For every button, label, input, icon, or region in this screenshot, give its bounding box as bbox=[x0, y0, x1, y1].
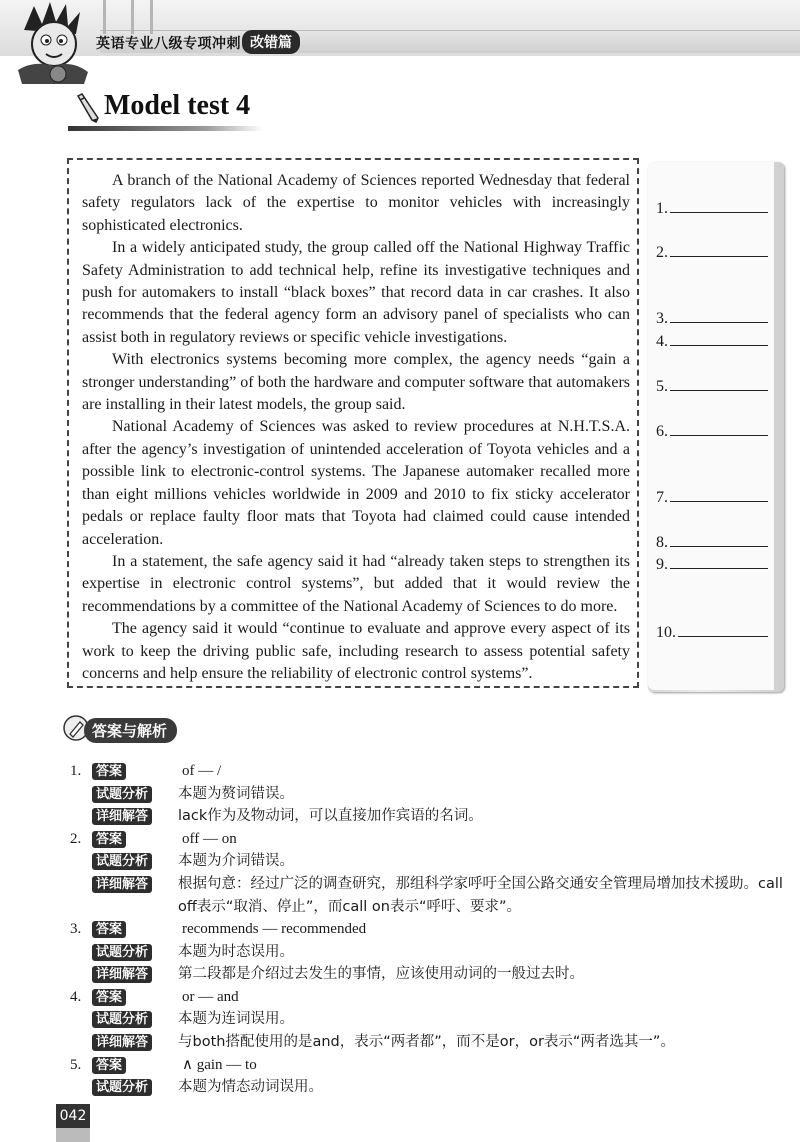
answer-row bbox=[70, 918, 785, 941]
passage bbox=[82, 170, 630, 685]
explanation-text: 与both搭配使用的是and，表示“两者都”，而不是or，or表示“两者选其一”。 bbox=[178, 1033, 675, 1050]
answer-row bbox=[70, 1054, 785, 1077]
explanation-text: lack作为及物动词，可以直接加作宾语的名词。 bbox=[178, 808, 483, 825]
analysis-text: 本题为连词误用。 bbox=[178, 1011, 294, 1028]
blank-line bbox=[670, 329, 768, 346]
answer-row bbox=[70, 986, 785, 1009]
section-badge: 改错篇 bbox=[242, 30, 300, 54]
blank-number: 4. bbox=[656, 333, 668, 350]
test-title: Model test 4 bbox=[104, 90, 251, 121]
blank-number: 10. bbox=[656, 624, 676, 641]
blank-6[interactable] bbox=[656, 419, 768, 441]
header-divider bbox=[103, 0, 106, 34]
answer-value: ∧ gain — to bbox=[182, 1056, 257, 1073]
analysis-text: 本题为情态动词误用。 bbox=[178, 1079, 323, 1096]
answer-row bbox=[70, 760, 785, 783]
blank-line bbox=[670, 552, 768, 569]
explanation-row bbox=[70, 963, 785, 986]
blank-number: 1. bbox=[656, 200, 668, 217]
blank-8[interactable] bbox=[656, 530, 768, 552]
analysis-row bbox=[70, 850, 785, 873]
answers-header bbox=[62, 714, 262, 744]
passage-paragraph: With electronics systems becoming more complex, the agency needs “gain a stronger understanding” of both the hardware and computer software that automakers are installing in their latest models, the group said. bbox=[82, 351, 630, 414]
passage-paragraph: The agency said it would “continue to evaluate and approve every aspect of its work to keep the driving public safe, including research to assess potential safety concerns and help ensure the reliability of electronic control systems”. bbox=[82, 620, 630, 682]
blank-number: 8. bbox=[656, 534, 668, 551]
blank-number: 3. bbox=[656, 310, 668, 327]
header-divider bbox=[150, 0, 153, 34]
answers-list bbox=[70, 760, 785, 1099]
answer-value: off — on bbox=[182, 830, 237, 847]
answer-tag: 答案 bbox=[92, 921, 126, 938]
test-heading bbox=[74, 90, 274, 130]
page-number-bar bbox=[56, 1128, 90, 1142]
analysis-row bbox=[70, 1076, 785, 1099]
blank-line bbox=[670, 196, 768, 213]
passage-paragraph: A branch of the National Academy of Sciences reported Wednesday that federal safety regulators lack of the expertise to monitor vehicles with increasingly sophisticated electronics. bbox=[82, 172, 630, 234]
page-number: 042 bbox=[56, 1104, 90, 1128]
answer-tag: 答案 bbox=[92, 989, 126, 1006]
explanation-tag: 详细解答 bbox=[92, 1034, 152, 1051]
blank-1[interactable] bbox=[656, 196, 768, 218]
analysis-text: 本题为介词错误。 bbox=[178, 853, 294, 870]
explanation-text: 根据句意：经过广泛的调查研究，那组科学家呼吁全国公路交通安全管理局增加技术援助。call off表示“取消、停止”，而call on表示“呼吁、要求”。 bbox=[178, 875, 783, 915]
passage-paragraph: In a widely anticipated study, the group called off the National Highway Traffic Safety Administration to add technical help, refine its investigative techniques and push for automakers to install “black boxes” that record data in car crashes. It also recommends that the federal agency form an advisory panel of specialists who can assist both in regulatory reviews or specific vehicle investigations. bbox=[82, 239, 630, 346]
blank-number: 6. bbox=[656, 423, 668, 440]
analysis-tag: 试题分析 bbox=[92, 786, 152, 803]
mascot-icon bbox=[14, 0, 94, 88]
book-title: 英语专业八级专项冲刺 bbox=[96, 36, 241, 52]
title-underline bbox=[68, 126, 263, 131]
explanation-tag: 详细解答 bbox=[92, 876, 152, 893]
answer-tag: 答案 bbox=[92, 763, 126, 780]
answer-row bbox=[70, 828, 785, 851]
header-divider bbox=[131, 0, 134, 34]
blank-line bbox=[670, 240, 768, 257]
answer-number: 5. bbox=[70, 1056, 82, 1073]
explanation-row bbox=[70, 873, 785, 918]
pencil-icon bbox=[74, 92, 102, 124]
answer-value: recommends — recommended bbox=[182, 920, 367, 937]
analysis-text: 本题为赘词错误。 bbox=[178, 785, 294, 802]
blank-4[interactable] bbox=[656, 329, 768, 351]
answer-tag: 答案 bbox=[92, 831, 126, 848]
passage-paragraph: National Academy of Sciences was asked to review procedures at N.H.T.S.A. after the agency’s investigation of unintended acceleration of Toyota vehicles and a possible link to electronic-control systems. The Japanese automaker recalled more than eight millions vehicles worldwide in 2009 and 2010 to fix sticky accelerator pedals or replace faulty floor mats that Toyota had claimed could cause intended acceleration. bbox=[82, 418, 630, 548]
explanation-row bbox=[70, 805, 785, 828]
analysis-text: 本题为时态误用。 bbox=[178, 943, 294, 960]
blank-number: 2. bbox=[656, 244, 668, 261]
blank-line bbox=[670, 374, 768, 391]
blank-line bbox=[670, 419, 768, 436]
answer-tag: 答案 bbox=[92, 1057, 126, 1074]
blank-5[interactable] bbox=[656, 374, 768, 396]
blank-number: 5. bbox=[656, 378, 668, 395]
analysis-row bbox=[70, 783, 785, 806]
analysis-tag: 试题分析 bbox=[92, 853, 152, 870]
answer-value: or — and bbox=[182, 988, 239, 1005]
answer-number: 3. bbox=[70, 920, 82, 937]
answer-number: 1. bbox=[70, 763, 82, 779]
explanation-tag: 详细解答 bbox=[92, 808, 152, 825]
blank-3[interactable] bbox=[656, 306, 768, 328]
answer-number: 2. bbox=[70, 830, 82, 847]
analysis-row bbox=[70, 941, 785, 964]
blank-line bbox=[670, 306, 768, 323]
blank-2[interactable] bbox=[656, 240, 768, 262]
explanation-text: 第二段都是介绍过去发生的事情，应该使用动词的一般过去时。 bbox=[178, 966, 584, 983]
blank-line bbox=[670, 530, 768, 547]
blank-number: 9. bbox=[656, 556, 668, 573]
analysis-tag: 试题分析 bbox=[92, 1011, 152, 1028]
answer-number: 4. bbox=[70, 988, 82, 1005]
blank-number: 7. bbox=[656, 489, 668, 506]
answers-title: 答案与解析 bbox=[84, 718, 177, 743]
analysis-tag: 试题分析 bbox=[92, 1079, 152, 1096]
blank-10[interactable] bbox=[656, 620, 768, 642]
answer-value: of — / bbox=[182, 763, 222, 779]
analysis-tag: 试题分析 bbox=[92, 944, 152, 961]
explanation-row bbox=[70, 1031, 785, 1054]
explanation-tag: 详细解答 bbox=[92, 966, 152, 983]
blank-line bbox=[670, 485, 768, 502]
blank-9[interactable] bbox=[656, 552, 768, 574]
blank-line bbox=[678, 620, 768, 637]
analysis-row bbox=[70, 1008, 785, 1031]
passage-paragraph: In a statement, the safe agency said it had “already taken steps to strengthen its expertise in electronic control systems”, but added that it would review the recommendations by a committee of the National Academy of Sciences to do more. bbox=[82, 552, 630, 615]
blank-7[interactable] bbox=[656, 485, 768, 507]
